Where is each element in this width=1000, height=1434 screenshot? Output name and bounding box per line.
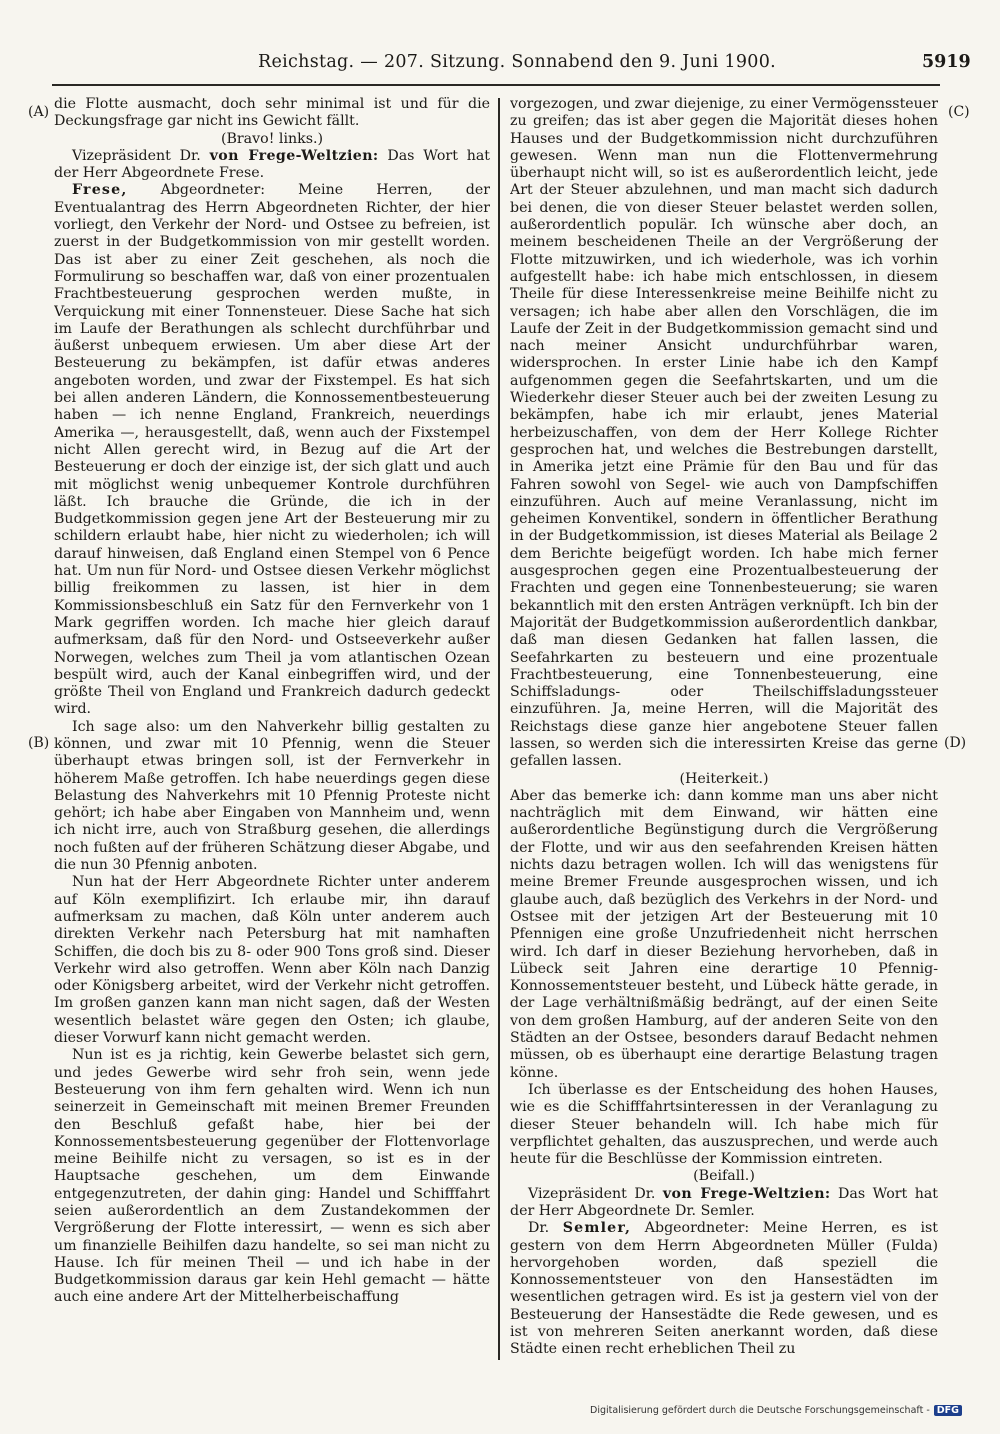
speaker-name: von Frege-Weltzien: [209, 147, 379, 164]
speaker-title: Dr. [528, 1220, 563, 1237]
speaker-name: Frese, [72, 182, 128, 199]
speaker-paragraph [54, 182, 490, 718]
paragraph: vorgezogen, und zwar diejenige, zu einer Vermögenssteuer zu greifen; das ist aber gegen die Majorität dieses hohen Hauses und der Budgetkommission nicht durchzuführen gewesen. Wenn man nun die Flottenvermehrung überhaupt nicht will, so ist es außerordentlich leicht, jede Art der Steuer abzulehnen, und man macht sich dadurch bei denen, die von dieser Steuer belastet werden sollen, außerordentlich populär. Ich wünsche aber doch, an meinem bescheidenen Theile an der Vergrößerung der Flotte mitzuwirken, und ich wiederhole, was ich vorhin aufgestellt habe: ich habe mich entschlossen, in diesem Theile für diese Interessenkreise meine Beihilfe nicht zu versagen; ich habe aber allen den Vorschlägen, die im Laufe der Zeit in der Budgetkommission gemacht sind und nach meiner Ansicht undurchführbar waren, widersprochen. In erster Linie habe ich den Kampf aufgenommen gegen die Seefahrtskarten, und um die Wiederkehr dieser Steuer auch bei der zweiten Lesung zu bekämpfen, habe ich mir erlaubt, jenes Material herbeizuschaffen, von dem der Herr Kollege Richter gesprochen hat, und welches die Bestrebungen darstellt, in Amerika jetzt eine Prämie für den Bau und für das Fahren sowohl von Segel- wie auch von Dampfschiffen einzuführen. Auch auf meine Veranlassung, nicht im geheimen Konventikel, sondern in öffentlicher Berathung in der Budgetkommission, ist dieses Material als Beilage 2 dem Berichte beigefügt worden. Ich habe mich ferner ausgesprochen gegen eine Prozentualbesteuerung der Frachten und gegen eine Tonnenbesteuerung; sie waren bekanntlich mit den ersten Anträgen verknüpft. Ich bin der Majorität der Budgetkommission außerordentlich dankbar, daß man diesen Gedanken hat fallen lassen, die Seefahrkarten zu besteuern und eine prozentuale Frachtbesteuerung, eine Tonnenbesteuerung, eine Schiffsladungs- oder Theilschiffsladungssteuer einzuführen. Ja, meine Herren, will die Majorität des Reichstags diese ganze hier angebotene Steuer fallen lassen, so werden sich die interessirten Kreise das gerne gefallen lassen. [510, 96, 938, 770]
interjection: (Bravo! links.) [220, 130, 324, 147]
dfg-logo: DFG [934, 1405, 962, 1416]
paragraph-text: Abgeordneter: Meine Herren, es ist gestern von dem Herrn Abgeordneten Müller (Fulda) hervorgehoben worden, daß speziell die Konnossementsteuer von den Hansestädten im wesentlichen getragen wird. Es ist ja gestern viel von der Besteuerung der Hansestädte die Rede gewesen, und es ist von mehreren Seiten anerkannt worden, daß diese Städte einen recht erheblichen Theil zu [510, 1220, 938, 1358]
paragraph: Nun hat der Herr Abgeordnete Richter unter anderem auf Köln exemplifizirt. Ich erlaube mir, ihn darauf aufmerksam zu machen, daß Köln unter anderem auch direkten Verkehr nach Petersburg hat mit namhaften Schiffen, die doch bis zu 8- oder 900 Tons groß sind. Dieser Verkehr wird also getroffen. Wenn aber Köln nach Danzig oder Königsberg arbeitet, wird der Verkehr nicht getroffen. Im großen ganzen kann man nicht sagen, daß der Westen wesentlich belastet wäre gegen den Osten; ich glaube, dieser Vorwurf kann nicht gemacht werden. [54, 874, 490, 1047]
page-header [0, 52, 1000, 78]
paragraph: Ich überlasse es der Entscheidung des hohen Hauses, wie es die Schifffahrtsinteressen in der Veranlagung zu dieser Steuer behandeln will. Ich habe mich für verpflichtet gehalten, das auszusprechen, und werde auch heute für die Beschlüsse der Kommission eintreten. [510, 1081, 938, 1168]
interjection: (Beifall.) [693, 1168, 755, 1185]
credit-text: Digitalisierung gefördert durch die Deutsche Forschungsgemeinschaft - [590, 1405, 930, 1416]
page-number: 5919 [922, 52, 971, 72]
margin-marker-c: (C) [948, 104, 970, 120]
right-column [510, 96, 938, 1358]
paragraph: Ich sage also: um den Nahverkehr billig gestalten zu können, und zwar mit 10 Pfennig, wenn die Steuer überhaupt etwas bringen soll, ist der Fernverkehr in höherem Maße getroffen. Ich habe neuerdings gegen diese Belastung des Nahverkehrs mit 10 Pfennig Proteste nicht gehört; ich habe aber Eingaben von Mannheim und, wenn ich nicht irre, auch von Straßburg gesehen, die allerdings noch fußten auf der früheren Schätzung dieser Abgabe, und die nun 30 Pfennig anboten. [54, 718, 490, 874]
speaker-paragraph [510, 1186, 938, 1221]
speaker-title: Vizepräsident Dr. [528, 1185, 663, 1202]
paragraph: Aber das bemerke ich: dann komme man uns aber nicht nachträglich mit dem Einwand, wir hätten eine außerordentliche Begünstigung durch die Vergrößerung der Flotte, und wir aus den seefahrenden Kreisen hätten nichts dazu betragen wollen. Ich will das wenigstens für meine Bremer Freunde ausgesprochen wissen, und ich glaube auch, daß bezüglich des Verkehrs in der Nord- und Ostsee mit der jetzigen Art der Besteuerung mit 10 Pfennigen eine große Unzufriedenheit nicht herrschen wird. Ich darf in dieser Beziehung hervorheben, daß in Lübeck seit Jahren eine derartige 10 Pfennig-Konnossementsteuer besteht, und Lübeck hätte gerade, in der Lage verhältnißmäßig bedrängt, auf der einen Seite von dem großen Hamburg, auf der anderen Seite von den Städten an der Ostsee, besonders darauf Bedacht nehmen müssen, ob es überhaupt eine derartige Belastung tragen könne. [510, 787, 938, 1081]
speaker-name: von Frege-Weltzien: [662, 1185, 831, 1202]
speaker-paragraph [54, 148, 490, 183]
paragraph: Nun ist es ja richtig, kein Gewerbe belastet sich gern, und jedes Gewerbe wird sehr froh sein, wenn jede Besteuerung von ihm fern gehalten wird. Wenn ich nun seinerzeit in Gemeinschaft mit meinen Bremer Freunden den Beschluß gefaßt habe, hier bei der Konnossementsbesteuerung gegenüber der Flottenvorlage meine Beihilfe nicht zu versagen, so ist es in der Hauptsache geschehen, um dem Einwande entgegenzutreten, der dahin ging: Handel und Schifffahrt seien außerordentlich an dem Zustandekommen der Vergrößerung der Flotte interessirt, — wenn es sich aber um finanzielle Beihilfen dazu handelte, so sei man nicht zu Hause. Ich für meinen Theil — und ich habe in der Budgetkommission daraus gar kein Hehl gemacht — hätte auch eine andere Art der Mittelherbeischaffung [54, 1047, 490, 1306]
paragraph-text: Das Wort hat der Herr Abgeordnete Frese. [54, 147, 490, 182]
column-divider [498, 98, 500, 1360]
left-column [54, 96, 490, 1358]
margin-marker-b: (B) [28, 735, 50, 751]
interjection: (Heiterkeit.) [679, 770, 769, 787]
speaker-title: Vizepräsident Dr. [72, 147, 210, 164]
running-title: Reichstag. — 207. Sitzung. Sonnabend den 9. Juni 1900. [258, 52, 777, 72]
header-rule [52, 84, 940, 86]
margin-marker-a: (A) [28, 104, 50, 120]
digitization-credit [590, 1405, 990, 1416]
paragraph: die Flotte ausmacht, doch sehr minimal ist und für die Deckungsfrage gar nicht ins Gewicht fällt. [54, 96, 490, 130]
speaker-paragraph [510, 1220, 938, 1358]
paragraph-text: Das Wort hat der Herr Abgeordnete Dr. Semler. [510, 1185, 938, 1219]
margin-marker-d: (D) [944, 735, 967, 751]
speaker-name: Semler, [562, 1220, 632, 1237]
paragraph-text: Abgeordneter: Meine Herren, der Eventualantrag des Herrn Abgeordneten Richter, der hier vorliegt, den Verkehr der Nord- und Ostsee zu befreien, ist zuerst in der Budgetkommission von mir gestellt worden. Das ist aber zu einer Zeit geschehen, als noch die Formulirung so beschaffen war, daß von einer prozentualen Frachtbesteuerung gesprochen werden mußte, in Verquickung mit einer Tonnensteuer. Diese Sache hat sich im Laufe der Berathungen als schlecht durchführbar und äußerst unbequem erwiesen. Um aber diese Art der Besteuerung zu bekämpfen, ist dafür etwas anderes angeboten worden, und zwar der Fixstempel. Es hat sich bei allen anderen Ländern, die Konnossementbesteuerung haben — ich nenne England, Frankreich, neuerdings Amerika —, herausgestellt, daß, wenn auch der Fixstempel nicht Allen gerecht wird, in Bezug auf die Art der Besteuerung er doch der einzige ist, der sich glatt und auch mit möglichst wenig unbequemer Kontrole durchführen läßt. Ich brauche die Gründe, die ich in der Budgetkommission gegen jene Art der Besteuerung mir zu schildern erlaubt habe, hier nicht zu wiederholen; ich will darauf hinweisen, daß England einen Stempel von 6 Pence hat. Um nun für Nord- und Ostsee diesen Verkehr möglichst billig freikommen zu lassen, ist hier in dem Kommissionsbeschluß ein Satz für den Fernverkehr von 1 Mark gegriffen worden. Ich mache hier gleich darauf aufmerksam, daß für den Nord- und Ostseeverkehr außer Norwegen, welches zum Theil ja vom atlantischen Ozean bespült wird, auch der Kanal einbegriffen wird, und der größte Theil von England und Frankreich dadurch gedeckt wird. [54, 182, 490, 718]
